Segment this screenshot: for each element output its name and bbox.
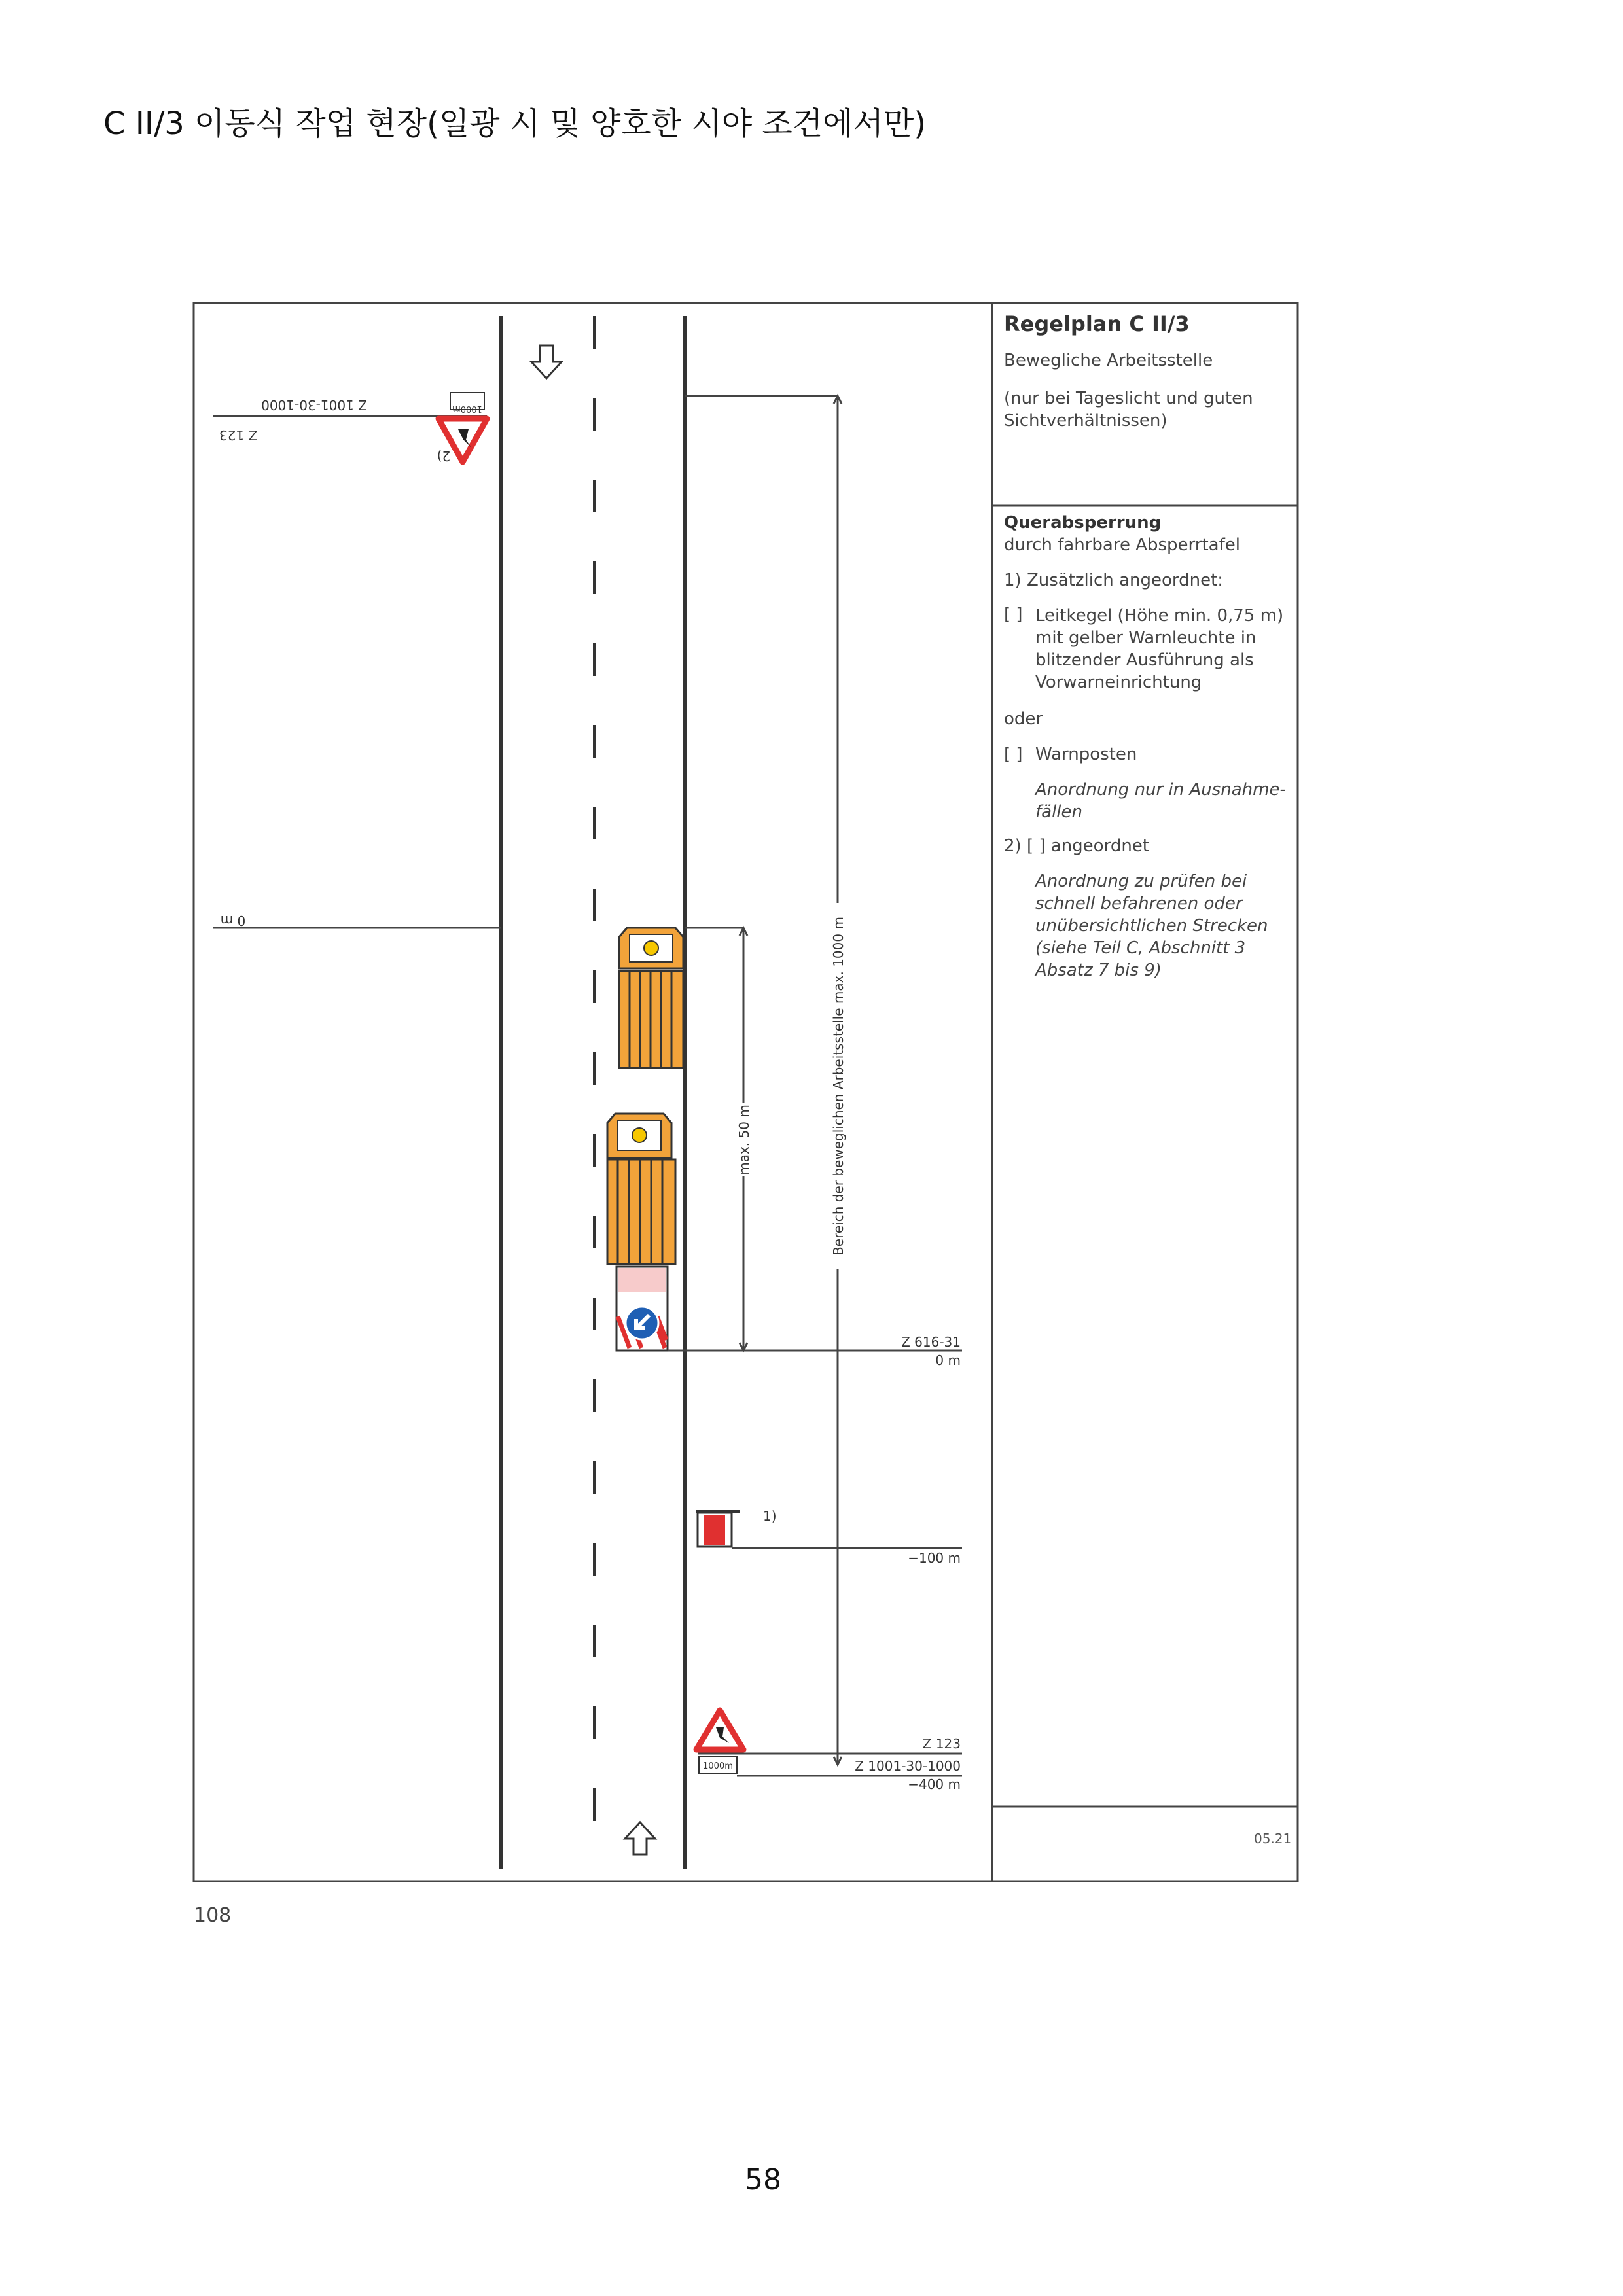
- cone-note: 1): [763, 1508, 777, 1524]
- page-number: 58: [745, 2163, 781, 2197]
- left-plate: [450, 393, 484, 414]
- document-heading: C II/3 이동식 작업 현장(일광 시 및 양호한 시야 조건에서만): [103, 105, 927, 142]
- sidebar-note2-text: Anordnung zu prüfen bei schnell befahrenen oder unübersichtlichen Strecken (siehe Teil C, Abschnitt 3 Absatz 7 bis 9): [1035, 872, 1268, 980]
- work-vehicle-rear: [607, 1114, 675, 1264]
- sidebar-note1-label: 1) Zusätzlich angeordnet:: [1004, 571, 1224, 590]
- sidebar-section-title: Querabsperrung: [1004, 513, 1162, 533]
- left-sign-z123-label: Z 123: [219, 427, 258, 443]
- sidebar-item2-note: Anordnung nur in Ausnahme-fällen: [1035, 780, 1286, 822]
- left-sign-z1001-label: Z 1001-30-1000: [261, 397, 367, 413]
- mobile-barrier-board: [616, 1267, 668, 1351]
- arrow-up-icon: [625, 1822, 655, 1854]
- sidebar-item1-checkbox: [ ]: [1004, 605, 1023, 624]
- marker-zero-label: 0 m: [935, 1352, 961, 1368]
- sidebar-condition: (nur bei Tageslicht und guten Sichtverhältnissen): [1004, 389, 1253, 431]
- sidebar-date: 05.21: [1254, 1831, 1292, 1846]
- distance-plate: [699, 1756, 737, 1773]
- warning-light-icon: [632, 1128, 647, 1142]
- sidebar-note2-label: 2) [ ] angeordnet: [1004, 836, 1149, 856]
- sidebar-or-text: oder: [1004, 709, 1043, 729]
- sidebar-item2-text: Warnposten: [1035, 745, 1137, 764]
- dim-area-label: Bereich der beweglichen Arbeitsstelle max. 1000 m: [830, 917, 846, 1256]
- marker-minus400-label: −400 m: [908, 1776, 961, 1792]
- sidebar-title: Regelplan C II/3: [1004, 311, 1190, 336]
- left-zero-label: 0 m: [220, 913, 246, 928]
- barrier-board-icon: [696, 1511, 740, 1547]
- book-page-number: 108: [194, 1904, 232, 1927]
- left-sign-note: 2): [437, 448, 451, 464]
- work-vehicle-front: [619, 928, 683, 1068]
- marker-minus100-label: −100 m: [908, 1550, 961, 1566]
- sidebar-item1-text: Leitkegel (Höhe min. 0,75 m) mit gelber Warnleuchte in blitzender Ausführung als Vorwarneinrichtung: [1035, 606, 1284, 692]
- sidebar-item2-checkbox: [ ]: [1004, 745, 1023, 764]
- svg-text:1000m: 1000m: [452, 404, 482, 414]
- arrow-down-icon: [531, 345, 562, 378]
- marker-z1001-label: Z 1001-30-1000: [855, 1758, 961, 1774]
- dim-max50-label: max. 50 m: [736, 1104, 752, 1175]
- warning-light-icon: [644, 941, 658, 955]
- marker-z616-label: Z 616-31: [901, 1334, 961, 1350]
- sidebar-section-subtitle: durch fahrbare Absperrtafel: [1004, 535, 1240, 555]
- marker-z123-label: Z 123: [922, 1736, 961, 1752]
- sidebar-subtitle: Bewegliche Arbeitsstelle: [1004, 351, 1213, 370]
- svg-text:1000m: 1000m: [703, 1761, 733, 1771]
- roadwork-sign-icon: [696, 1710, 743, 1750]
